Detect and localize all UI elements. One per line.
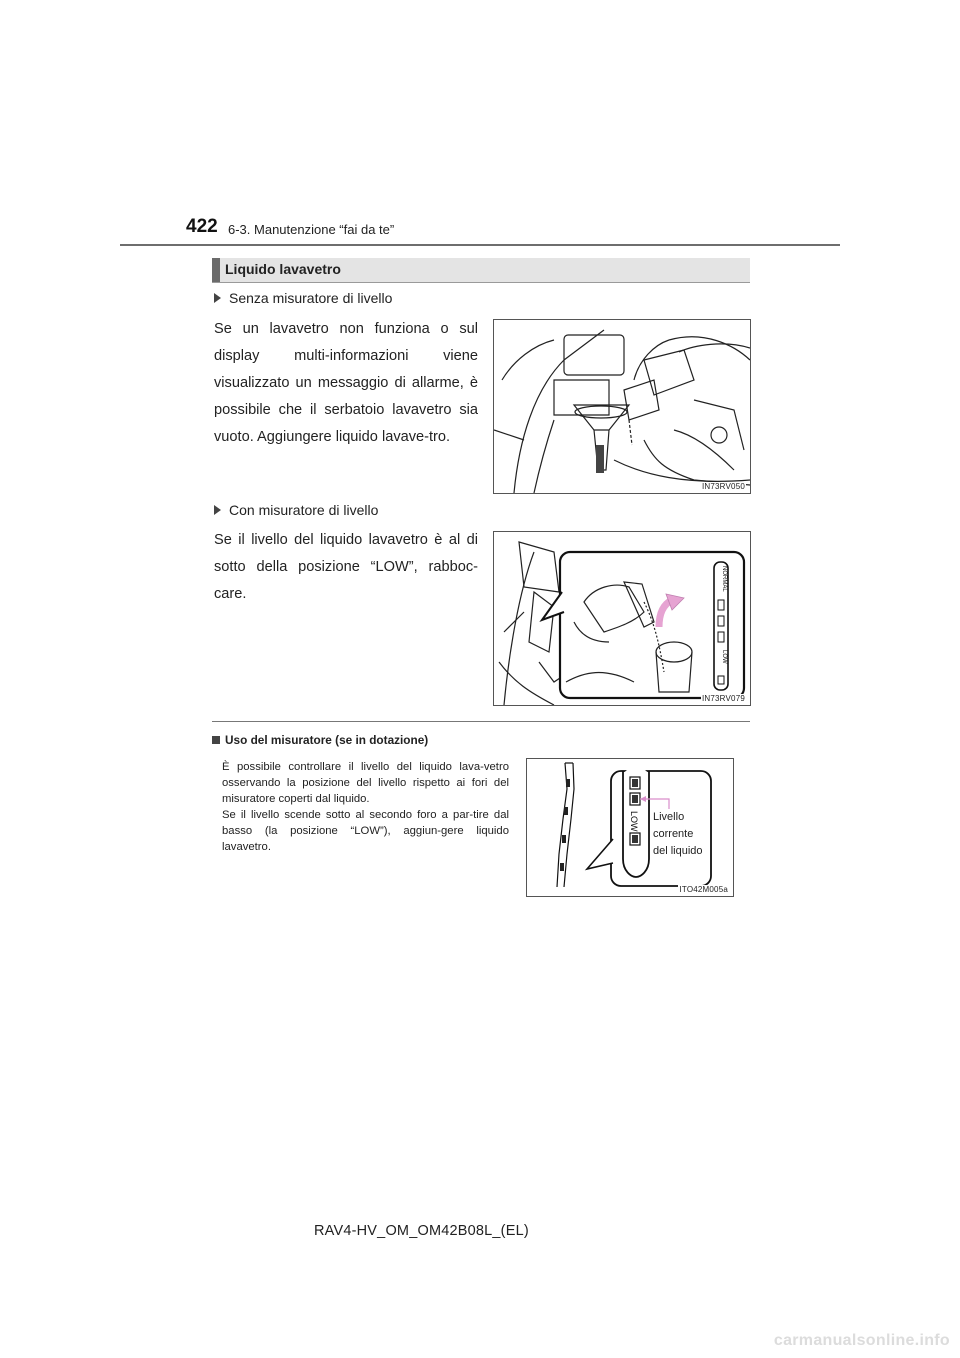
gauge-normal-label: NORMAL: [721, 566, 727, 592]
section-accent: [212, 258, 220, 282]
note-paragraph-1: È possibile controllare il livello del liquido lava-vetro osservando la posizione del livello rispetto ai fori del misuratore coperti dal liquido.: [222, 761, 509, 805]
note-paragraph-2: Se il livello scende sotto al secondo foro a par-tire dal basso (la posizione “LOW”), aggiun-gere liquido lavavetro.: [222, 809, 509, 853]
refill-illustration: [494, 320, 750, 493]
note-body: [222, 759, 509, 855]
gauge-check-illustration: [494, 532, 750, 705]
square-bullet-icon: [212, 736, 220, 744]
paragraph-without-gauge: Se un lavavetro non funziona o sul display multi-informazioni viene visualizzato un messaggio di allarme, è possibile che il serbatoio lavavetro sia vuoto. Aggiungere liquido lavave-tro.: [214, 321, 478, 445]
paragraph-with-gauge: Se il livello del liquido lavavetro è al di sotto della posizione “LOW”, rabboc-care.: [214, 532, 478, 602]
header-rule: [120, 244, 840, 246]
callout-line-2: corrente: [653, 828, 694, 840]
figure-code: ITO42M005a: [679, 885, 728, 894]
note-heading-text: Uso del misuratore (se in dotazione): [225, 733, 429, 747]
figure-refill-funnel: [493, 319, 751, 494]
triangle-bullet-icon: [214, 505, 221, 515]
bullet-with-gauge: [214, 502, 378, 518]
figure-code: IN73RV079: [701, 694, 745, 703]
bullet-label: Con misuratore di livello: [229, 502, 379, 518]
triangle-bullet-icon: [214, 293, 221, 303]
bullet-label: Senza misuratore di livello: [229, 290, 393, 306]
gauge-detail-illustration: [527, 759, 733, 896]
bullet-without-gauge: [214, 290, 392, 306]
callout-line-1: Livello: [653, 811, 685, 823]
section-heading-bar: [212, 258, 750, 282]
callout-line-3: del liquido: [653, 845, 703, 857]
page-number: 422: [186, 216, 218, 237]
gauge-low-label: LOW: [721, 650, 727, 664]
note-heading: [212, 733, 428, 747]
figure-gauge-check: [493, 531, 751, 706]
footer-doc-code: RAV4-HV_OM_OM42B08L_(EL): [314, 1223, 529, 1239]
chapter-title: 6-3. Manutenzione “fai da te”: [228, 222, 395, 237]
note-divider: [212, 721, 750, 722]
gauge-low-label: LOW: [629, 811, 639, 832]
figure-gauge-detail: [526, 758, 734, 897]
section-underline: [212, 282, 750, 283]
section-title: Liquido lavavetro: [225, 261, 341, 277]
watermark: carmanualsonline.info: [773, 1332, 950, 1349]
figure-code: IN73RV050: [701, 482, 745, 491]
